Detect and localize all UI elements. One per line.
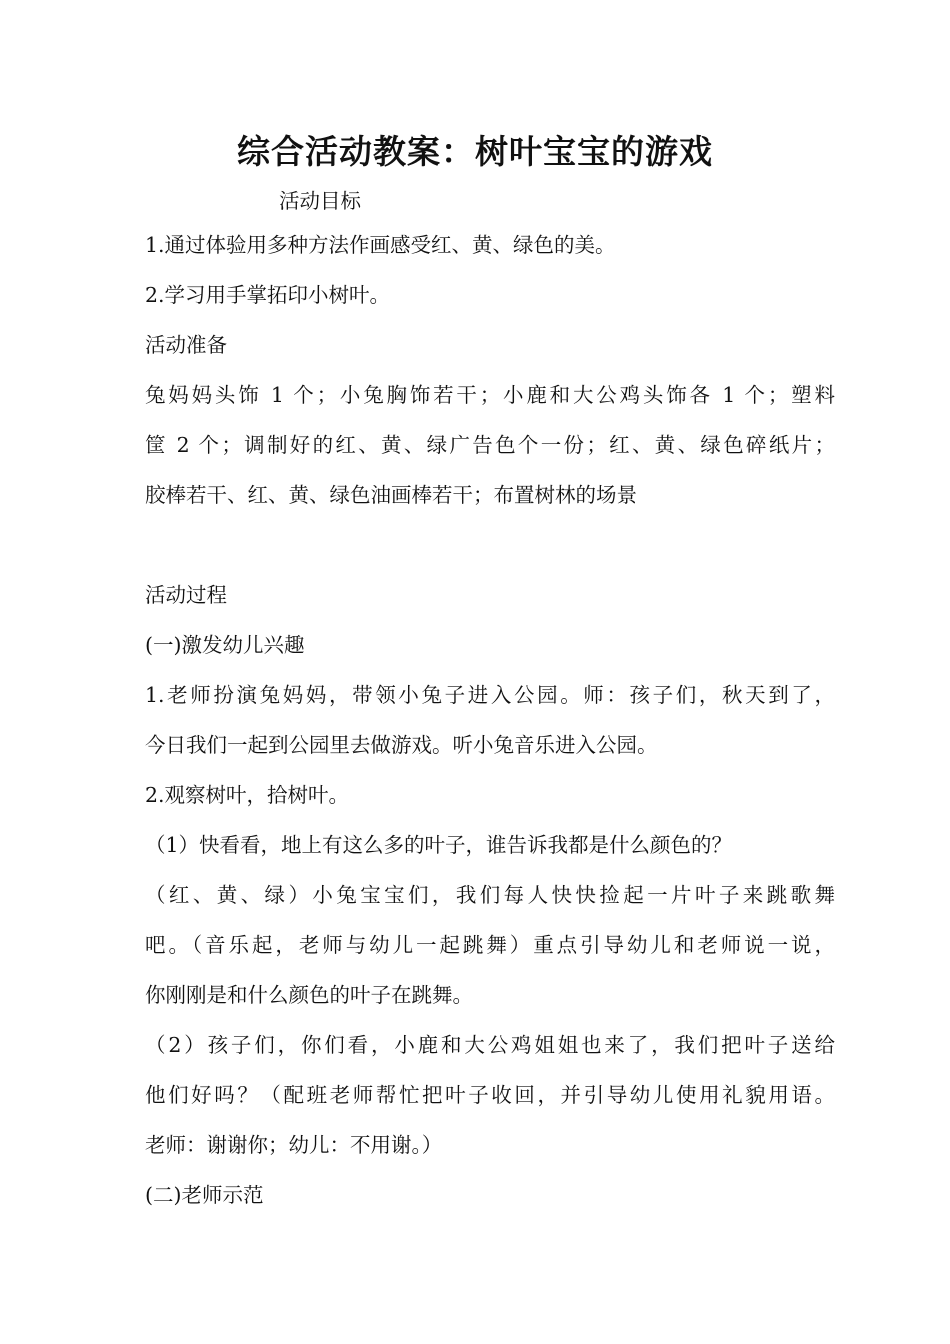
process-paragraph-line: （1）快看看，地上有这么多的叶子，谁告诉我都是什么颜色的？ bbox=[145, 833, 733, 857]
process-paragraph-line: 今日我们一起到公园里去做游戏。听小兔音乐进入公园。 bbox=[145, 733, 658, 757]
goal-item-1: 1.通过体验用多种方法作画感受红、黄、绿色的美。 bbox=[145, 233, 616, 257]
section-heading-goals: 活动目标 bbox=[279, 189, 361, 213]
process-paragraph-line: （2）孩子们，你们看，小鹿和大公鸡姐姐也来了，我们把叶子送给 bbox=[145, 1033, 835, 1057]
preparation-line-1: 兔妈妈头饰 1 个；小兔胸饰若干；小鹿和大公鸡头饰各 1 个；塑料 bbox=[145, 383, 835, 407]
process-step-heading-2: (二)老师示范 bbox=[145, 1183, 264, 1207]
preparation-line-3: 胶棒若干、红、黄、绿色油画棒若干；布置树林的场景 bbox=[145, 483, 637, 507]
process-paragraph-line: （红、黄、绿）小兔宝宝们，我们每人快快捡起一片叶子来跳歌舞 bbox=[145, 883, 835, 907]
preparation-line-2: 筐 2 个；调制好的红、黄、绿广告色个一份；红、黄、绿色碎纸片； bbox=[145, 433, 835, 457]
goal-item-2: 2.学习用手掌拓印小树叶。 bbox=[145, 283, 391, 307]
section-heading-preparation: 活动准备 bbox=[145, 333, 227, 357]
document-title: 综合活动教案：树叶宝宝的游戏 bbox=[237, 132, 713, 171]
process-paragraph-line: 他们好吗？（配班老师帮忙把叶子收回，并引导幼儿使用礼貌用语。 bbox=[145, 1083, 835, 1107]
process-paragraph-line: 吧。（音乐起，老师与幼儿一起跳舞）重点引导幼儿和老师说一说， bbox=[145, 933, 835, 957]
process-paragraph-line: 老师：谢谢你；幼儿：不用谢。） bbox=[145, 1133, 443, 1157]
document-body bbox=[145, 182, 835, 1220]
section-heading-process: 活动过程 bbox=[145, 583, 227, 607]
process-paragraph-line: 2.观察树叶，拾树叶。 bbox=[145, 783, 350, 807]
process-paragraph-line: 1.老师扮演兔妈妈，带领小兔子进入公园。师：孩子们，秋天到了， bbox=[145, 683, 835, 707]
blank-line bbox=[145, 520, 835, 570]
process-step-heading-1: (一)激发幼儿兴趣 bbox=[145, 633, 305, 657]
process-paragraph-line: 你刚刚是和什么颜色的叶子在跳舞。 bbox=[145, 983, 473, 1007]
